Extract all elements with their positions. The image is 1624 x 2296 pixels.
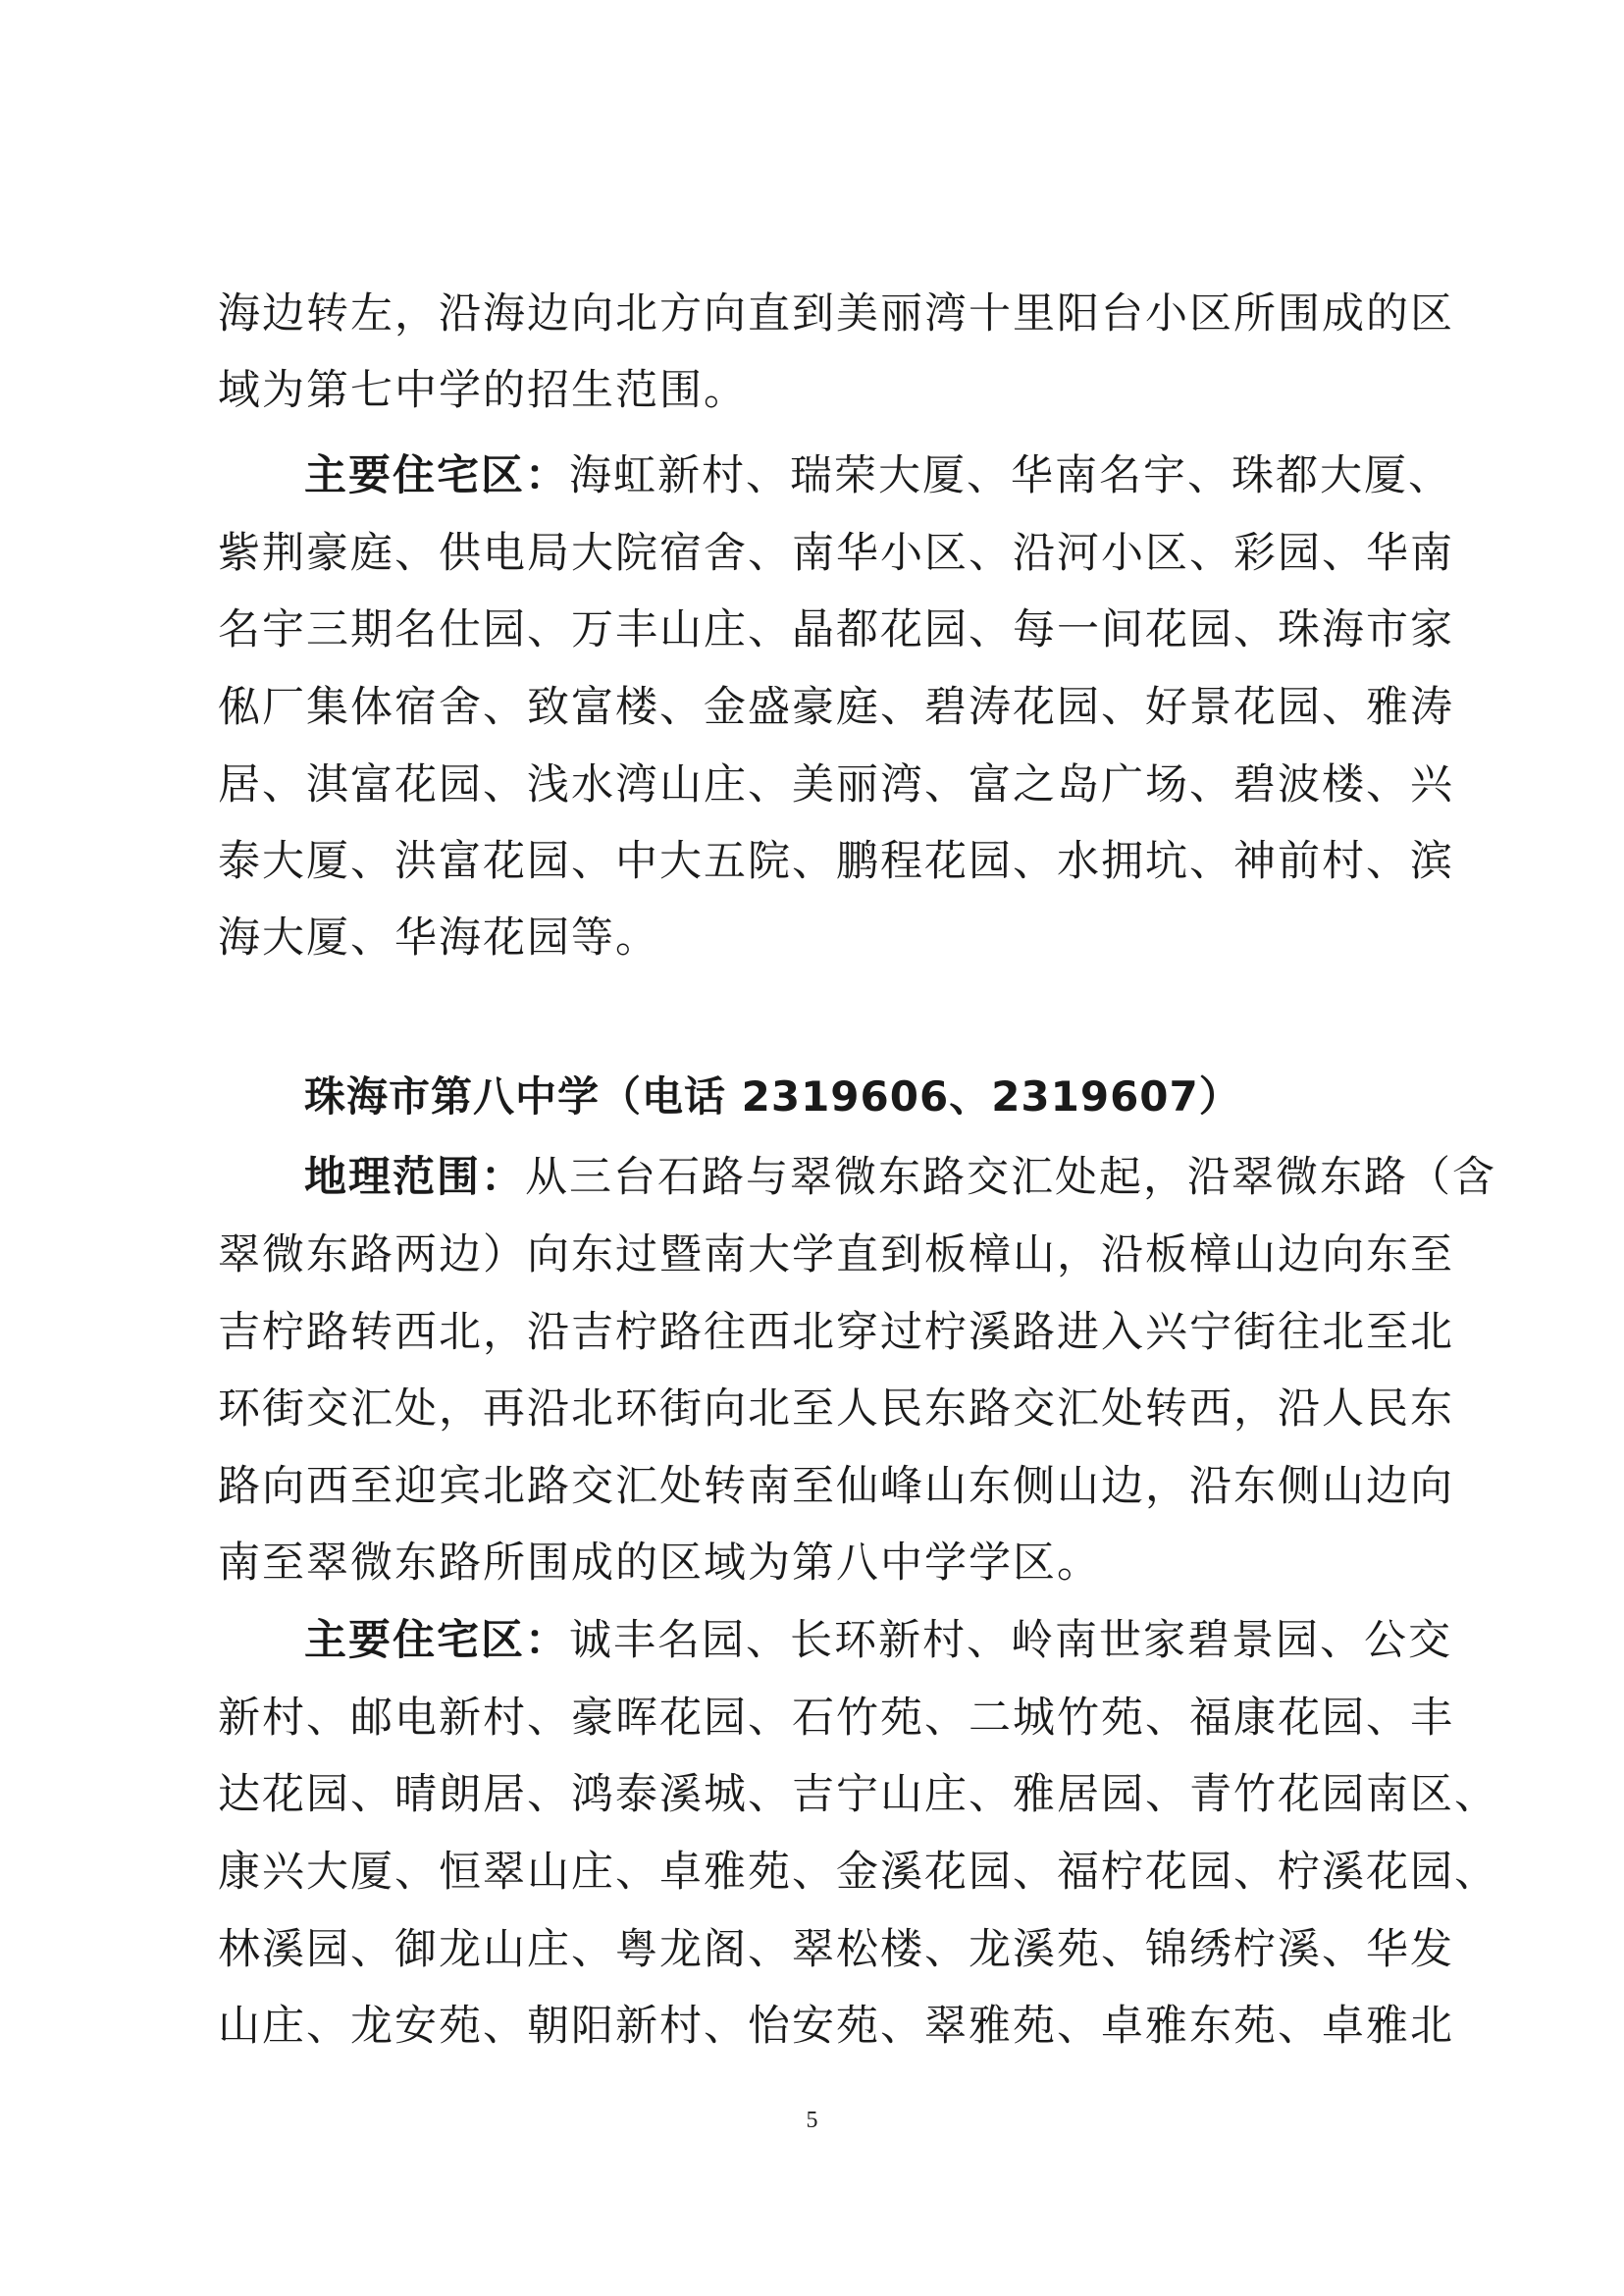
paragraph-line: 海大厦、华海花园等。 [218,913,659,963]
paragraph-line: 山庄、龙安苑、朝阳新村、怡安苑、翠雅苑、卓雅东苑、卓雅北 [218,2002,1454,2051]
residential-label: 主要住宅区： [304,1616,569,1665]
paragraph-line: 路向西至迎宾北路交汇处转南至仙峰山东侧山边，沿东侧山边向 [218,1462,1454,1511]
paragraph-line: 名宇三期名仕园、万丰山庄、晶都花园、每一间花园、珠海市家 [218,605,1454,654]
paragraph-line: 林溪园、御龙山庄、粤龙阁、翠松楼、龙溪苑、锦绣柠溪、华发 [218,1925,1454,1974]
residential-label: 主要住宅区： [304,451,569,500]
paragraph-line: 环街交汇处，再沿北环街向北至人民东路交汇处转西，沿人民东 [218,1384,1454,1434]
paragraph-line: 居、淇富花园、浅水湾山庄、美丽湾、富之岛广场、碧波楼、兴 [218,760,1454,809]
paragraph-line: 泰大厦、洪富花园、中大五院、鹏程花园、水拥坑、神前村、滨 [218,837,1454,886]
residential-text: 海虹新村、瑞荣大厦、华南名宇、珠都大厦、 [569,451,1452,500]
paragraph-line: 新村、邮电新村、豪晖花园、石竹苑、二城竹苑、福康花园、丰 [218,1694,1454,1743]
geo-label: 地理范围： [304,1153,525,1202]
paragraph-line: 海边转左，沿海边向北方向直到美丽湾十里阳台小区所围成的区 [218,289,1454,339]
paragraph-line: 康兴大厦、恒翠山庄、卓雅苑、金溪花园、福柠花园、柠溪花园、 [218,1848,1498,1897]
residential-paragraph-first-line [304,1603,1452,1678]
page-number: 5 [806,2108,818,2133]
paragraph-line: 域为第七中学的招生范围。 [218,366,748,415]
residential-paragraph-first-line [304,439,1452,513]
section-heading: 珠海市第八中学（电话 2319606、2319607） [304,1072,1241,1121]
residential-text: 诚丰名园、长环新村、岭南世家碧景园、公交 [569,1616,1452,1665]
paragraph-line: 达花园、晴朗居、鸿泰溪城、吉宁山庄、雅居园、青竹花园南区、 [218,1770,1498,1819]
geo-text: 从三台石路与翠微东路交汇处起，沿翠微东路（含 [525,1153,1496,1202]
paragraph-line: 紫荆豪庭、供电局大院宿舍、南华小区、沿河小区、彩园、华南 [218,529,1454,578]
paragraph-line: 吉柠路转西北，沿吉柠路往西北穿过柠溪路进入兴宁街往北至北 [218,1308,1454,1357]
paragraph-line: 俬厂集体宿舍、致富楼、金盛豪庭、碧涛花园、好景花园、雅涛 [218,683,1454,732]
paragraph-line: 南至翠微东路所围成的区域为第八中学学区。 [218,1539,1101,1588]
paragraph-line: 翠微东路两边）向东过暨南大学直到板樟山，沿板樟山边向东至 [218,1230,1454,1279]
geo-paragraph-first-line [304,1140,1496,1215]
